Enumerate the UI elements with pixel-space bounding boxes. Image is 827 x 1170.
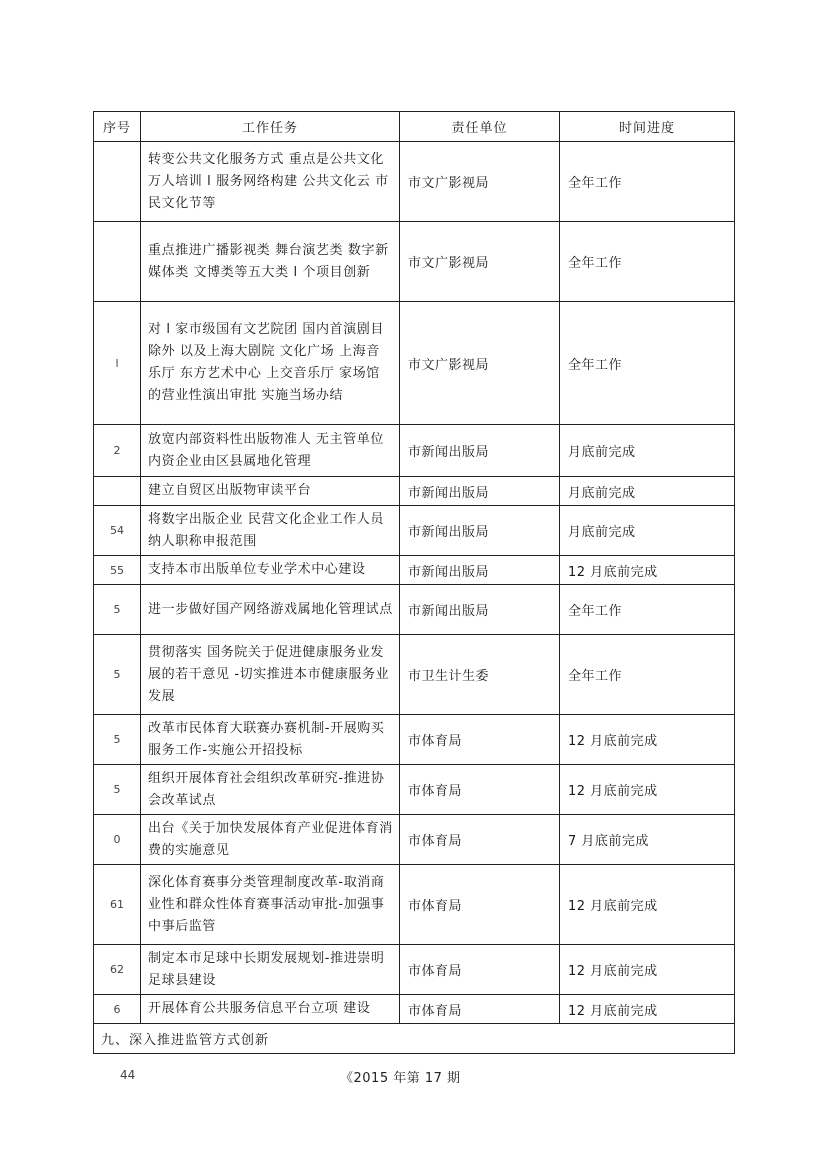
table-header-row <box>94 112 735 142</box>
table-row <box>94 425 735 477</box>
task-table <box>93 111 735 1054</box>
unit-cell: 市卫生计生委 <box>400 635 560 715</box>
seq-cell: 55 <box>94 556 141 585</box>
table-row <box>94 815 735 865</box>
task-cell: 贯彻落实 国务院关于促进健康服务业发展的若干意见 -切实推进本市健康服务业发展 <box>141 635 400 715</box>
unit-cell: 市体育局 <box>400 865 560 945</box>
time-cell: 12 月底前完成 <box>560 945 735 995</box>
seq-cell <box>94 142 141 222</box>
time-cell: 全年工作 <box>560 635 735 715</box>
time-cell: 12 月底前完成 <box>560 765 735 815</box>
task-cell: 重点推进广播影视类 舞台演艺类 数字新媒体类 文博类等五大类 l 个项目创新 <box>141 222 400 302</box>
unit-cell: 市体育局 <box>400 715 560 765</box>
unit-cell: 市体育局 <box>400 815 560 865</box>
unit-cell: 市新闻出版局 <box>400 477 560 506</box>
unit-cell: 市新闻出版局 <box>400 506 560 556</box>
seq-cell: 2 <box>94 425 141 477</box>
unit-cell: 市文广影视局 <box>400 302 560 425</box>
task-cell: 转变公共文化服务方式 重点是公共文化万人培训 l 服务网络构建 公共文化云 市民文化节等 <box>141 142 400 222</box>
seq-cell: 61 <box>94 865 141 945</box>
time-cell: 7 月底前完成 <box>560 815 735 865</box>
time-cell: 12 月底前完成 <box>560 995 735 1024</box>
table-row <box>94 142 735 222</box>
unit-cell: 市新闻出版局 <box>400 425 560 477</box>
table-row <box>94 585 735 635</box>
time-cell: 全年工作 <box>560 585 735 635</box>
task-cell: 建立自贸区出版物审读平台 <box>141 477 400 506</box>
unit-cell: 市体育局 <box>400 995 560 1024</box>
task-cell: 组织开展体育社会组织改革研究-推进协会改革试点 <box>141 765 400 815</box>
seq-cell: 5 <box>94 585 141 635</box>
seq-cell: 54 <box>94 506 141 556</box>
table-row <box>94 765 735 815</box>
header-seq: 序号 <box>94 112 141 142</box>
time-cell: 12 月底前完成 <box>560 715 735 765</box>
time-cell: 全年工作 <box>560 222 735 302</box>
table-row <box>94 865 735 945</box>
header-time: 时间进度 <box>560 112 735 142</box>
table-row <box>94 477 735 506</box>
unit-cell: 市文广影视局 <box>400 222 560 302</box>
issue-label: 《2015 年第 17 期 <box>340 1071 461 1086</box>
seq-cell: 5 <box>94 635 141 715</box>
table-row <box>94 302 735 425</box>
seq-cell: 62 <box>94 945 141 995</box>
time-cell: 月底前完成 <box>560 477 735 506</box>
time-cell: 月底前完成 <box>560 425 735 477</box>
seq-cell: 6 <box>94 995 141 1024</box>
task-cell: 支持本市出版单位专业学术中心建设 <box>141 556 400 585</box>
table-row <box>94 715 735 765</box>
page-number: 44 <box>120 1068 136 1082</box>
seq-cell: 5 <box>94 715 141 765</box>
time-cell: 12 月底前完成 <box>560 556 735 585</box>
seq-cell: l <box>94 302 141 425</box>
table-row <box>94 506 735 556</box>
unit-cell: 市文广影视局 <box>400 142 560 222</box>
section-heading: 九、深入推进监管方式创新 <box>94 1024 735 1054</box>
table-row <box>94 945 735 995</box>
unit-cell: 市体育局 <box>400 945 560 995</box>
seq-cell: 5 <box>94 765 141 815</box>
task-cell: 对 l 家市级国有文艺院团 国内首演剧目除外 以及上海大剧院 文化广场 上海音乐厅 东方艺术中心 上交音乐厅 家场馆的营业性演出审批 实施当场办结 <box>141 302 400 425</box>
header-task: 工作任务 <box>141 112 400 142</box>
time-cell: 月底前完成 <box>560 506 735 556</box>
table-row <box>94 635 735 715</box>
task-cell: 制定本市足球中长期发展规划-推进崇明足球县建设 <box>141 945 400 995</box>
time-cell: 全年工作 <box>560 302 735 425</box>
header-unit: 责任单位 <box>400 112 560 142</box>
table-row <box>94 995 735 1024</box>
table-row <box>94 556 735 585</box>
seq-cell <box>94 477 141 506</box>
unit-cell: 市体育局 <box>400 765 560 815</box>
task-cell: 深化体育赛事分类管理制度改革-取消商业性和群众性体育赛事活动审批-加强事中事后监管 <box>141 865 400 945</box>
table-row <box>94 222 735 302</box>
task-cell: 进一步做好国产网络游戏属地化管理试点 <box>141 585 400 635</box>
task-cell: 放宽内部资料性出版物准人 无主管单位内资企业由区县属地化管理 <box>141 425 400 477</box>
unit-cell: 市新闻出版局 <box>400 585 560 635</box>
task-cell: 开展体育公共服务信息平台立项 建设 <box>141 995 400 1024</box>
unit-cell: 市新闻出版局 <box>400 556 560 585</box>
task-cell: 出台《关于加快发展体育产业促进体育消费的实施意见 <box>141 815 400 865</box>
task-cell: 将数字出版企业 民营文化企业工作人员纳人职称申报范围 <box>141 506 400 556</box>
task-cell: 改革市民体育大联赛办赛机制-开展购买服务工作-实施公开招投标 <box>141 715 400 765</box>
time-cell: 全年工作 <box>560 142 735 222</box>
section-row <box>94 1024 735 1054</box>
seq-cell: 0 <box>94 815 141 865</box>
seq-cell <box>94 222 141 302</box>
time-cell: 12 月底前完成 <box>560 865 735 945</box>
